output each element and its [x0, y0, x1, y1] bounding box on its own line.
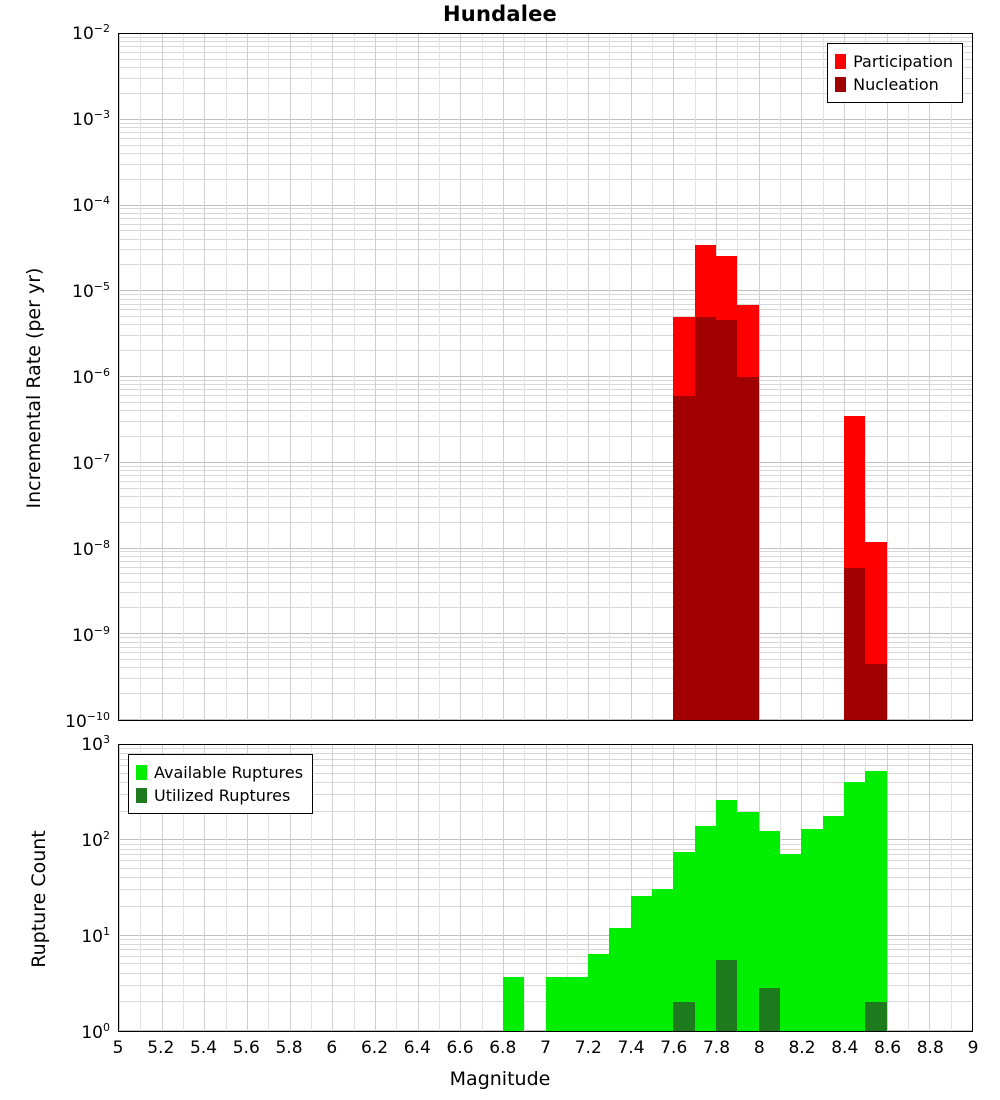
- legend-label-participation: Participation: [853, 52, 953, 71]
- legend-item-available-ruptures: [136, 761, 303, 784]
- bar: [673, 1002, 694, 1031]
- bar: [737, 812, 758, 1031]
- legend-label-available-ruptures: Available Ruptures: [154, 763, 304, 782]
- bar: [716, 320, 737, 720]
- legend-swatch-participation: [835, 54, 846, 69]
- bar: [609, 928, 630, 1031]
- y-axis-tick-label: $10^{-4}$: [72, 194, 110, 216]
- bar: [716, 960, 737, 1031]
- x-axis-tick-label: 7.2: [574, 1038, 602, 1058]
- bar: [865, 771, 886, 1031]
- y-axis-tick-label: $10^1$: [81, 925, 110, 947]
- legend-swatch-utilized-ruptures: [136, 788, 147, 803]
- bar: [801, 829, 822, 1031]
- bar: [652, 889, 673, 1031]
- y-axis-label-top: Incremental Rate (per yr): [23, 267, 45, 509]
- x-axis-tick-label: 8.4: [831, 1038, 859, 1058]
- legend-item-utilized-ruptures: [136, 784, 303, 807]
- x-axis-tick-label: 8.2: [788, 1038, 816, 1058]
- x-axis-tick-label: 7.6: [660, 1038, 688, 1058]
- bar: [695, 317, 716, 720]
- y-axis-tick-label: $10^{-2}$: [72, 22, 110, 44]
- x-axis-tick-label: 5: [112, 1038, 124, 1058]
- bar: [865, 664, 886, 720]
- x-axis-tick-label: 5.2: [147, 1038, 175, 1058]
- x-axis-tick-label: 6.4: [403, 1038, 431, 1058]
- x-axis-tick-label: 6: [326, 1038, 338, 1058]
- bar: [503, 977, 524, 1031]
- x-axis-tick-label: 7.8: [702, 1038, 731, 1058]
- bar: [546, 977, 567, 1031]
- bar: [631, 896, 652, 1031]
- x-axis-label: Magnitude: [449, 1068, 551, 1090]
- bar: [759, 988, 780, 1031]
- legend-item-participation: [835, 50, 953, 73]
- bar: [695, 826, 716, 1031]
- x-axis-tick-label: 7.4: [617, 1038, 645, 1058]
- legend-rupture-count: [128, 754, 313, 814]
- bars-top: [119, 34, 972, 720]
- bar: [844, 568, 865, 720]
- y-axis-tick-label: $10^{-5}$: [72, 280, 110, 302]
- y-axis-tick-label: $10^{-9}$: [72, 624, 110, 646]
- incremental-rate-plot: [118, 33, 973, 721]
- bar: [567, 977, 588, 1031]
- legend-incremental-rate: [827, 43, 963, 103]
- y-axis-tick-label: $10^{-8}$: [72, 538, 110, 560]
- y-axis-tick-label: $10^{-7}$: [72, 452, 110, 474]
- legend-swatch-available-ruptures: [136, 765, 147, 780]
- y-axis-label-bottom: Rupture Count: [28, 830, 50, 968]
- bar: [588, 954, 609, 1031]
- rupture-count-plot: [118, 744, 973, 1032]
- x-axis-tick-label: 8: [753, 1038, 765, 1058]
- y-axis-tick-label: $10^{-6}$: [72, 366, 110, 388]
- y-axis-tick-label: $10^{-3}$: [72, 108, 110, 130]
- y-axis-tick-label: $10^3$: [81, 733, 110, 755]
- legend-swatch-nucleation: [835, 77, 846, 92]
- bar: [780, 854, 801, 1031]
- x-axis-tick-label: 8.6: [873, 1038, 902, 1058]
- x-axis-tick-label: 9: [967, 1038, 979, 1058]
- x-axis-tick-label: 5.6: [232, 1038, 260, 1058]
- legend-item-nucleation: [835, 73, 953, 96]
- legend-label-utilized-ruptures: Utilized Ruptures: [154, 786, 291, 806]
- y-axis-tick-label: $10^0$: [81, 1021, 110, 1043]
- x-axis-tick-label: 7: [540, 1038, 551, 1058]
- bar: [823, 816, 844, 1031]
- x-axis-tick-label: 8.8: [916, 1038, 944, 1058]
- bar: [673, 396, 694, 720]
- bar: [865, 1002, 886, 1031]
- page-title: Hundalee: [443, 2, 557, 26]
- x-axis-tick-label: 6.6: [446, 1038, 474, 1058]
- bar: [737, 377, 758, 720]
- legend-label-nucleation: Nucleation: [853, 75, 939, 95]
- x-axis-tick-label: 5.4: [189, 1038, 218, 1058]
- x-axis-tick-label: 6.2: [360, 1038, 389, 1058]
- y-axis-tick-label: $10^2$: [81, 829, 110, 851]
- y-axis-tick-label: $10^{-10}$: [65, 710, 110, 732]
- x-axis-tick-label: 5.8: [275, 1038, 303, 1058]
- x-axis-tick-label: 6.8: [489, 1038, 517, 1058]
- bar: [844, 782, 865, 1031]
